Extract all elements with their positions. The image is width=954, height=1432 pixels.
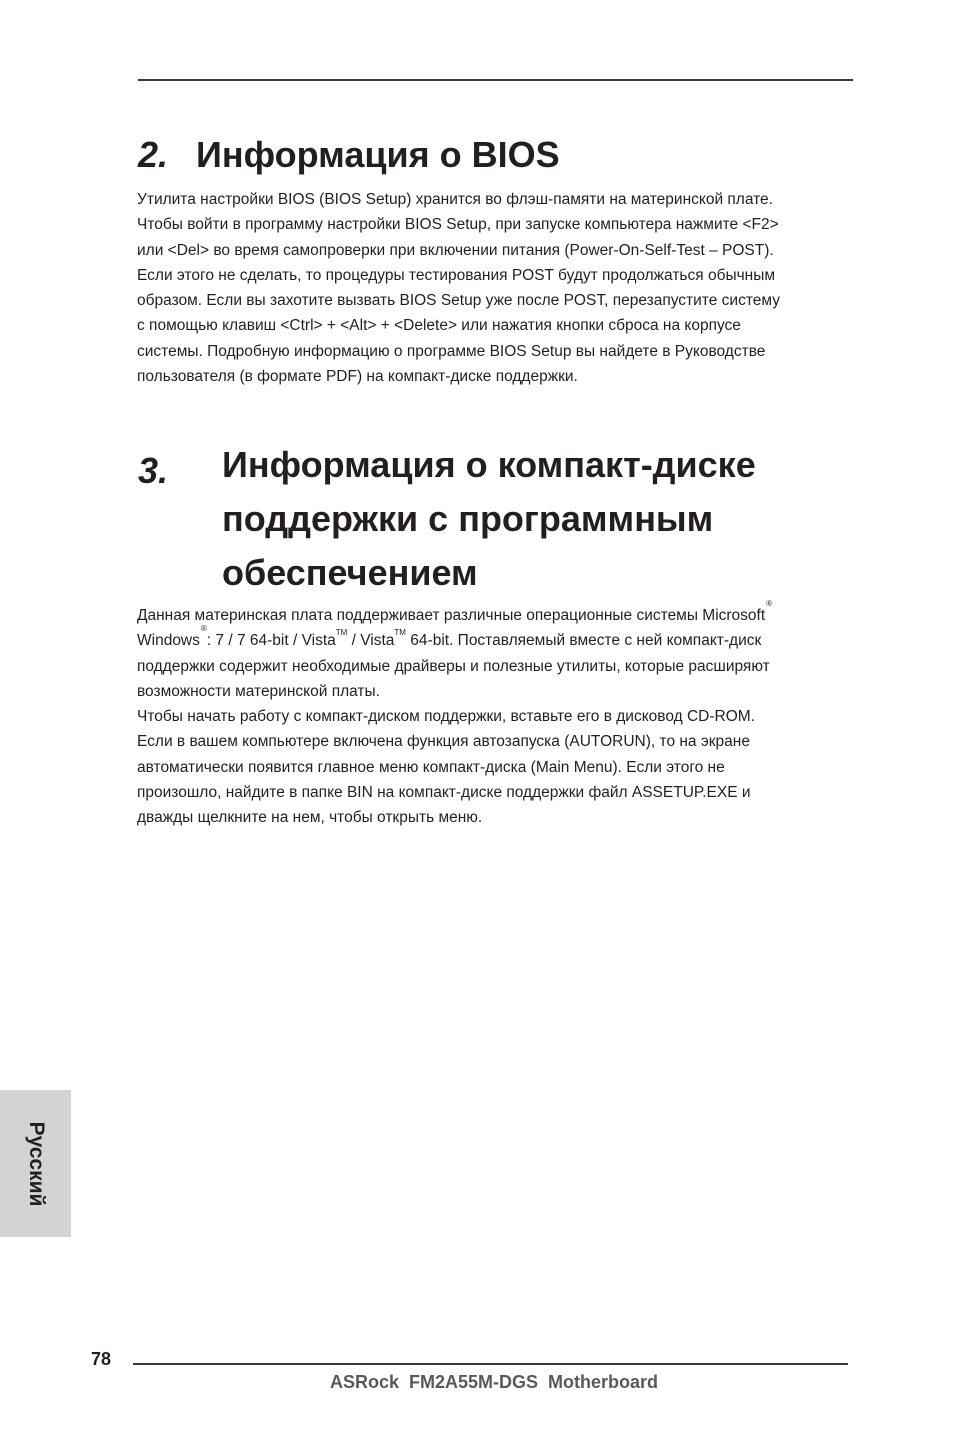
trademark-mark: TM [394, 628, 406, 638]
section-3-paragraph [137, 599, 773, 831]
language-label: Русский [24, 1121, 48, 1206]
paragraph-line: Если этого не сделать, то процедуры тестирования POST будут продолжаться обычным [137, 266, 776, 284]
paragraph-line: возможности материнской платы. [137, 682, 380, 700]
section-2-paragraph [137, 187, 780, 389]
paragraph-line: или <Del> во время самопроверки при включении питания (Power-On-Self-Test – POST). [137, 241, 774, 259]
paragraph-line: произошло, найдите в папке BIN на компакт-диске поддержки файл ASSETUP.EXE и [137, 784, 751, 802]
windows-versions-text: : 7 / 7 64-bit / Vista [206, 632, 336, 650]
registered-mark: ® [200, 624, 207, 634]
paragraph-line: образом. Если вы захотите вызвать BIOS Setup уже после POST, перезапустите систему [137, 292, 780, 310]
paragraph-line [137, 624, 772, 653]
paragraph-line: Утилита настройки BIOS (BIOS Setup) хранится во флэш-памяти на материнской плате. [137, 191, 773, 208]
vista-text: / Vista [347, 632, 395, 650]
paragraph-line: Чтобы войти в программу настройки BIOS Setup, при запуске компьютера нажмите <F2> [137, 216, 779, 234]
section-3-title-line: Информация о компакт-диске [222, 444, 756, 485]
os-support-text: Данная материнская плата поддерживает различные операционные системы Microsoft [137, 607, 766, 624]
section-2-title: Информация о BIOS [196, 134, 560, 175]
paragraph-line: дважды щелкните на нем, чтобы открыть меню. [137, 809, 483, 827]
section-3-title [222, 438, 756, 600]
footer-product-name: ASRock FM2A55M-DGS Motherboard [330, 1372, 659, 1392]
section-3-title-line: обеспечением [222, 552, 478, 593]
section-3-number: 3. [138, 450, 169, 491]
paragraph-line: автоматически появится главное меню компакт-диска (Main Menu). Если этого не [137, 758, 725, 776]
top-rule [138, 79, 853, 81]
paragraph-line: с помощью клавиш <Ctrl> + <Alt> + <Delete> или нажатия кнопки сброса на корпусе [137, 317, 741, 335]
paragraph-line: Если в вашем компьютере включена функция автозапуска (AUTORUN), то на экране [137, 733, 750, 751]
language-side-tab [0, 1090, 71, 1237]
paragraph-line: системы. Подробную информацию о программе BIOS Setup вы найдете в Руководстве [137, 342, 766, 360]
cd-description-text: 64-bit. Поставляемый вместе с ней компакт-диск [405, 632, 762, 650]
paragraph-line: пользователя (в формате PDF) на компакт-диске поддержки. [137, 368, 578, 386]
section-3-title-line: поддержки с программным [222, 498, 714, 539]
windows-text: Windows [137, 632, 200, 650]
trademark-mark: TM [335, 628, 348, 638]
section-2-heading [138, 132, 560, 178]
registered-mark: ® [766, 599, 773, 608]
section-2-number: 2. [138, 134, 169, 175]
paragraph-line: поддержки содержит необходимые драйверы и полезные утилиты, которые расширяют [137, 657, 770, 675]
bottom-rule [133, 1363, 848, 1365]
page-number: 78 [91, 1349, 112, 1369]
paragraph-line [137, 599, 773, 628]
paragraph-line: Чтобы начать работу с компакт-диском поддержки, вставьте его в дисковод CD-ROM. [137, 708, 755, 726]
